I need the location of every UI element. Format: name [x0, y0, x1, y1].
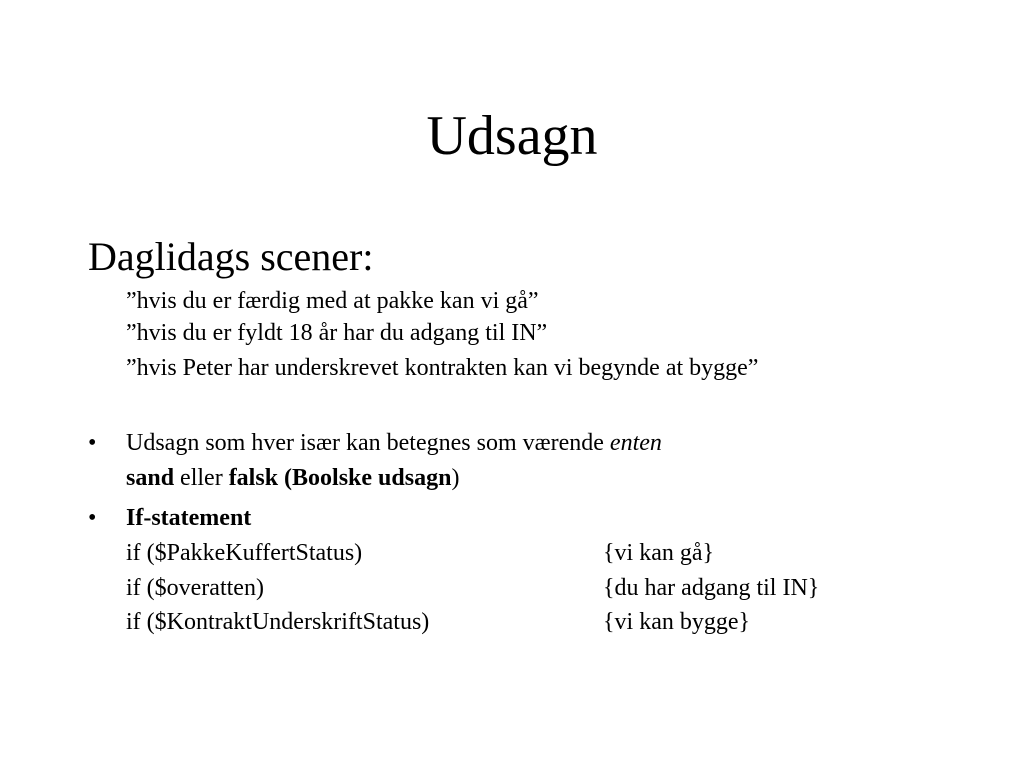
bullet-marker: • — [88, 430, 97, 456]
bullet-text — [126, 427, 662, 459]
bullet-text-continued — [126, 462, 459, 494]
plain-text: ) — [451, 465, 460, 491]
quote-line: ”hvis du er færdig med at pakke kan vi gå” — [126, 288, 539, 314]
bullet-text-plain: Udsagn som hver især kan betegnes som værende — [126, 430, 610, 456]
code-condition: if ($KontraktUnderskriftStatus) — [126, 609, 430, 635]
quote-line: ”hvis Peter har underskrevet kontrakten kan vi begynde at bygge” — [126, 355, 759, 381]
if-statement-heading: If-statement — [126, 505, 252, 531]
code-action: {vi kan gå} — [603, 540, 715, 566]
slide-title: Udsagn — [426, 105, 598, 167]
quote-line: ”hvis du er fyldt 18 år har du adgang til IN” — [126, 320, 548, 346]
bullet-heading — [126, 502, 251, 534]
bold-term-sand: sand — [126, 465, 175, 491]
code-condition: if ($overatten) — [126, 575, 264, 601]
bullet-marker: • — [88, 505, 97, 531]
code-action: {vi kan bygge} — [603, 609, 751, 635]
bullet-text-italic: enten — [609, 430, 662, 456]
section-heading: Daglidags scener: — [88, 234, 374, 279]
code-action: {du har adgang til IN} — [603, 575, 820, 601]
plain-text: eller — [174, 465, 229, 491]
bold-term-falsk: falsk (Boolske udsagn — [228, 465, 452, 491]
code-condition: if ($PakkeKuffertStatus) — [126, 540, 363, 566]
